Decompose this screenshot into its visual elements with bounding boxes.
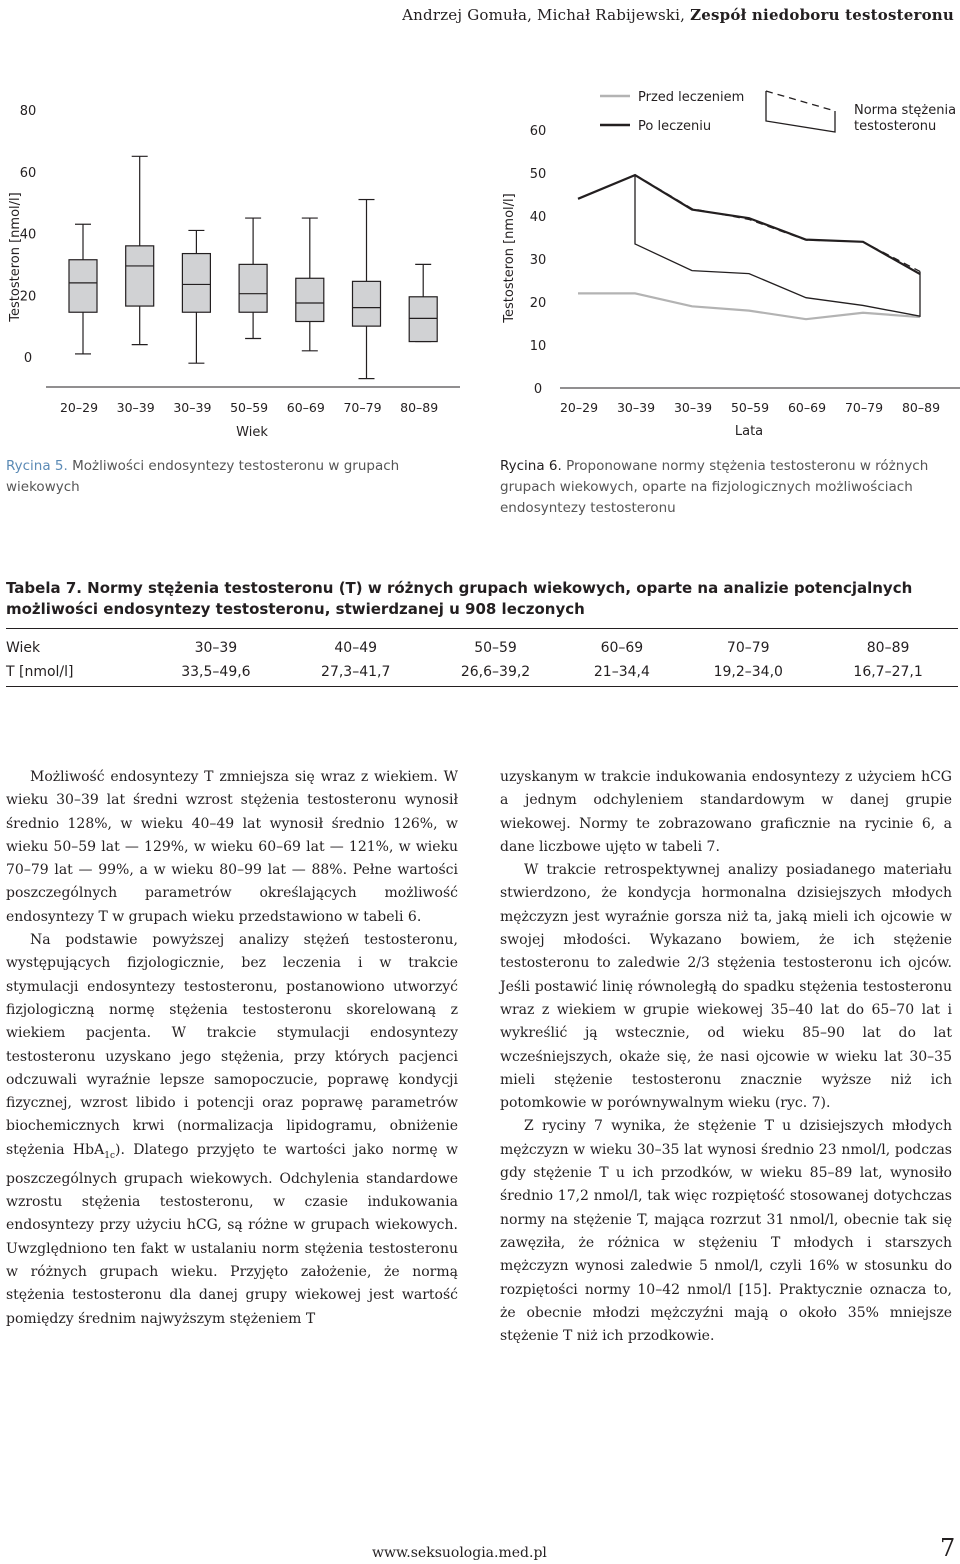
table7 bbox=[6, 630, 958, 692]
header-authors: Andrzej Gomuła, Michał Rabijewski, bbox=[402, 6, 686, 24]
x-tick-label: 20–29 bbox=[59, 400, 99, 415]
body-column-right bbox=[500, 766, 952, 1348]
x-tick-label: 70–79 bbox=[343, 400, 382, 415]
legend-norm-dashed bbox=[766, 91, 835, 111]
legend-after-label: Po leczeniu bbox=[638, 119, 712, 134]
figure5-caption-label: Rycina 5. bbox=[6, 458, 68, 474]
series-after-line bbox=[578, 175, 920, 274]
y-tick-label: 20 bbox=[529, 296, 547, 311]
page-number: 7 bbox=[940, 1534, 956, 1562]
legend-before-label: Przed leczeniem bbox=[638, 90, 745, 105]
figure6-series bbox=[578, 175, 920, 319]
y-tick-label: 60 bbox=[19, 165, 37, 181]
legend-norm-line2: testosteronu bbox=[854, 119, 937, 134]
body-text: Na podstawie powyższej analizy stężeń testosteronu, występujących fizjologicznie, bez leczenia i w trakcie stymulacji endosyntezy testosteronu, postanowiono utworzyć fizjologiczną normę stężenia testosteronu skorelowaną z wiekiem pacjenta. W trakcie stymulacji endosyntezy testosteronu uzyskano jego stężenia, przy których pacjenci odczuwali wyraźnie lepsze samopoczucie, poprawę kondycji fizycznej, wzrost libido i potencji oraz poprawę parametrów biochemicznych krwi (normalizacja lipidogramu, obniżenie stężenia HbA bbox=[6, 932, 458, 1158]
x-tick-label: 30–39 bbox=[173, 400, 212, 415]
header-title: Zespół niedoboru testosteronu bbox=[690, 6, 954, 24]
legend-norm-solid bbox=[766, 91, 835, 132]
figure5-ylabel: Testosteron [nmol/l] bbox=[8, 192, 23, 322]
table-cell: 16,7–27,1 bbox=[853, 664, 923, 680]
table7-title: Tabela 7. Normy stężenia testosteronu (T) w różnych grupach wiekowych, oparte na analizie potencjalnych możliwości endosyntezy testosteronu, stwierdzanej u 908 leczonych bbox=[6, 579, 913, 618]
table-header-cell: 70–79 bbox=[726, 640, 770, 656]
y-tick-label: 50 bbox=[529, 167, 547, 182]
box-iqr bbox=[296, 278, 324, 321]
figure5-caption bbox=[6, 456, 458, 498]
figure5-boxplot bbox=[0, 90, 460, 450]
y-tick-label: 30 bbox=[529, 253, 547, 268]
y-tick-label: 0 bbox=[23, 351, 33, 366]
x-tick-label: 60–69 bbox=[286, 400, 325, 415]
figure6-x-ticks bbox=[560, 400, 940, 415]
box-iqr bbox=[182, 254, 210, 313]
table-top-rule bbox=[6, 628, 958, 629]
figure5-caption-text: Możliwości endosyntezy testosteronu w grupach wiekowych bbox=[6, 458, 400, 495]
y-tick-label: 10 bbox=[529, 339, 547, 354]
x-tick-label: 80–89 bbox=[400, 400, 439, 415]
figure6-ylabel: Testosteron [nmol/l] bbox=[502, 193, 517, 323]
table-row bbox=[6, 660, 958, 692]
box-iqr bbox=[409, 297, 437, 342]
box-iqr bbox=[69, 260, 97, 312]
table-header-row bbox=[6, 630, 958, 660]
x-tick-label: 50–59 bbox=[230, 400, 269, 415]
legend-norm-line1: Norma stężenia bbox=[854, 103, 957, 118]
figure6-xlabel: Lata bbox=[734, 424, 764, 439]
table-header-cell: 50–59 bbox=[474, 640, 517, 656]
table-cell: 21–34,4 bbox=[593, 664, 650, 680]
table-cell: 33,5–49,6 bbox=[181, 664, 251, 680]
table-header-cell: Wiek bbox=[6, 640, 41, 656]
series-norm-lower bbox=[635, 175, 920, 316]
x-tick-label: 50–59 bbox=[730, 400, 770, 415]
box-iqr bbox=[353, 281, 381, 326]
table-header-cell: 60–69 bbox=[600, 640, 644, 656]
x-tick-label: 30–39 bbox=[116, 400, 155, 415]
running-header bbox=[402, 6, 954, 24]
table-header-cell: 40–49 bbox=[334, 640, 378, 656]
figure5-xlabel: Wiek bbox=[236, 425, 268, 440]
figure5-boxes bbox=[69, 156, 437, 378]
figure6-caption-text: Proponowane normy stężenia testosteronu w różnych grupach wiekowych, oparte na fizjologicznych możliwościach endosyntezy testosteronu bbox=[500, 458, 929, 516]
figure6-y-ticks bbox=[530, 124, 547, 397]
y-tick-label: 0 bbox=[533, 382, 543, 397]
y-tick-label: 40 bbox=[19, 227, 37, 243]
figure6-caption bbox=[500, 456, 955, 519]
figure5-x-ticks bbox=[60, 400, 438, 415]
table-bottom-rule bbox=[6, 686, 958, 687]
y-tick-label: 20 bbox=[19, 289, 37, 305]
body-paragraph bbox=[6, 929, 458, 1331]
figure6-caption-label: Rycina 6. bbox=[500, 458, 562, 474]
body-paragraph: uzyskanym w trakcie indukowania endosyntezy z użyciem hCG a jednym odchyleniem standardowym w danej grupie wiekowej. Normy te zobrazowano graficznie na rycinie 6, a dane liczbowe ujęto w tabeli 7. bbox=[500, 769, 952, 855]
y-tick-label: 80 bbox=[19, 104, 37, 119]
y-tick-label: 60 bbox=[529, 124, 547, 139]
x-tick-label: 60–69 bbox=[787, 400, 827, 415]
y-tick-label: 40 bbox=[529, 210, 547, 225]
footer-url[interactable]: www.seksuologia.med.pl bbox=[372, 1545, 547, 1561]
body-text: ). Dlatego przyjęto te wartości jako normę w poszczególnych grupach wiekowych. Odchylenia standardowe wzrostu stężenia testosteronu, w czasie indukowania endosyntezy przy użyciu hCG, są różne w grupach wiekowych. Uwzględniono ten fakt w ustalaniu norm stężenia testosteronu w różnych grupach wieku. Przyjęto założenie, że normą stężenia testosteronu dla danej grupy wiekowej jest wartość pomiędzy średnim najwyższym stężeniem T bbox=[6, 1141, 458, 1327]
table-header-cell: 30–39 bbox=[194, 640, 238, 656]
figure6-linechart bbox=[490, 80, 960, 450]
x-tick-label: 80–89 bbox=[901, 400, 941, 415]
table-cell: 26,6–39,2 bbox=[460, 664, 531, 680]
body-paragraph: Możliwość endosyntezy T zmniejsza się wraz z wiekiem. W wieku 30–39 lat średni wzrost stężenia testosteronu wynosił średnio 128%, w wieku 40–49 lat wynosił średnio 126%, w wieku 50–59 lat — 129%, w wieku 60–69 lat — 121%, w wieku 70–79 lat — 99%, a w wieku 80–99 lat — 88%. Pełne wartości poszczególnych parametrów określających możliwość endosyntezy T w grupach wieku przedstawiono w tabeli 6. bbox=[6, 769, 458, 925]
legend-norm-label bbox=[854, 103, 956, 134]
table-cell: T [nmol/l] bbox=[6, 664, 74, 680]
table-header-cell: 80–89 bbox=[866, 640, 910, 656]
box-iqr bbox=[126, 246, 154, 306]
body-column-left bbox=[6, 766, 458, 1331]
body-paragraph: W trakcie retrospektywnej analizy posiadanego materiału stwierdzono, że kondycja hormonalna dzisiejszych młodych mężczyzn jest wyraźnie gorsza niż ta, jaką mieli ich ojcowie w swojej młodości. Wykazano bowiem, że ich stężenie testosteronu to zaledwie 2/3 stężenia testosteronu ich ojców. Jeśli postawić linię równoległą do spadku stężenia testosteronu wraz z wiekiem w grupie wiekowej 35–40 lat do 65–70 lat i wykreślić ją wstecznie, od wieku 85–90 lat do lat wcześniejszych, okaże się, że nasi ojcowie w wieku lat 30–35 mieli stężenie testosteronu znacznie wyższe niż ich potomkowie w porównywalnym wieku (ryc. 7). bbox=[500, 862, 952, 1112]
table-cell: 27,3–41,7 bbox=[321, 664, 391, 680]
series-norm-upper bbox=[635, 175, 920, 272]
box-iqr bbox=[239, 264, 267, 312]
x-tick-label: 30–39 bbox=[673, 400, 713, 415]
x-tick-label: 30–39 bbox=[616, 400, 656, 415]
figure6-legend bbox=[600, 90, 956, 134]
table-cell: 19,2–34,0 bbox=[713, 664, 783, 680]
subscript: 1c bbox=[104, 1150, 115, 1161]
body-paragraph: Z ryciny 7 wynika, że stężenie T u dzisiejszych młodych mężczyzn w wieku 30–35 lat wynosi średnio 23 nmol/l, podczas gdy stężenie T u ich przodków, w wieku 85–89 lat, wynosiło średnio 17,2 nmol/l, tak więc rozpiętość stosowanej dotychczas normy na stężenie T, mająca rozrzut 31 nmol/l, obecnie tak się zawęziła, że różnica w stężeniu T młodych i starszych mężczyzn wynosi zaledwie 5 nmol/l, czyli 16% w stosunku do rozpiętości normy 10–42 nmol/l [15]. Praktycznie oznacza to, że obecnie młodzi mężczyźni mają o około 35% mniejsze stężenie T niż ich przodkowie. bbox=[500, 1118, 952, 1345]
x-tick-label: 70–79 bbox=[844, 400, 884, 415]
x-tick-label: 20–29 bbox=[559, 400, 599, 415]
